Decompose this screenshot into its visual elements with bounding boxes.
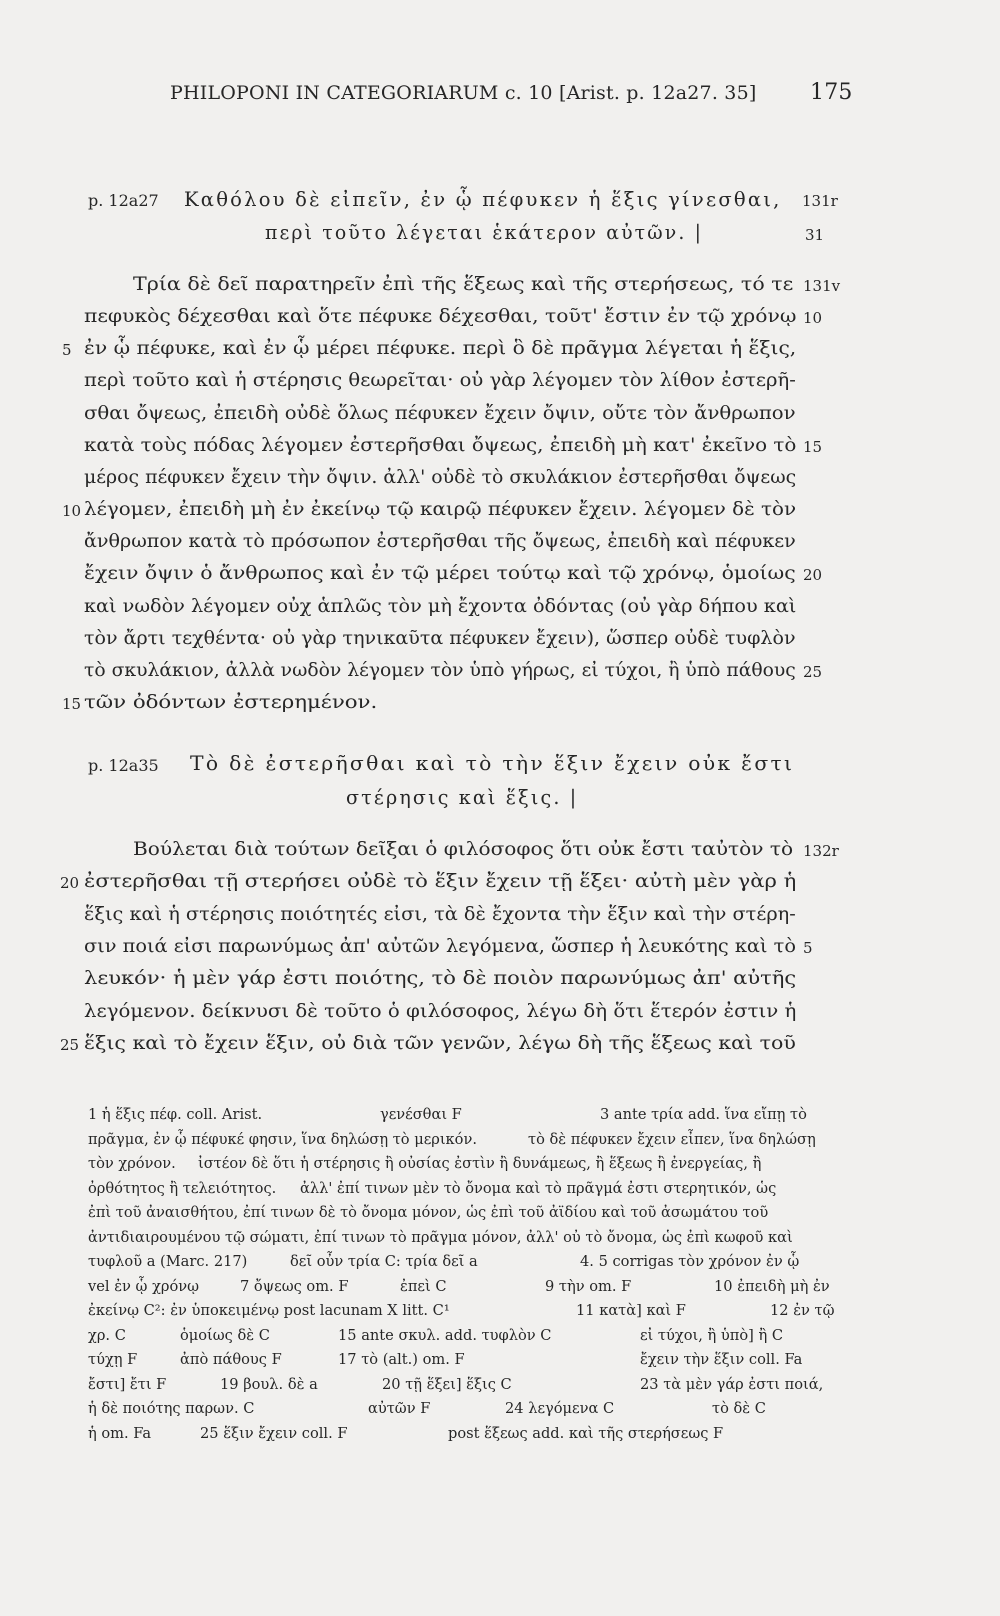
apparatus-entry: 10 ἐπειδὴ μὴ ἐν bbox=[714, 1278, 830, 1295]
apparatus-entry: post ἕξεως add. καὶ τῆς στερήσεως F bbox=[448, 1425, 724, 1442]
apparatus-entry: 3 ante τρία add. ἵνα εἴπῃ τὸ bbox=[600, 1106, 807, 1123]
text-line: ἕξις καὶ ἡ στέρησις ποιότητές εἰσι, τὰ δὲ ἔχοντα τὴν ἕξιν καὶ τὴν στέρη- bbox=[84, 904, 796, 925]
lemma-ref: p. 12a27 bbox=[88, 191, 159, 210]
apparatus-entry: 17 τὸ (alt.) om. F bbox=[338, 1351, 465, 1368]
right-line-number: 5 bbox=[803, 939, 813, 957]
apparatus-entry: 15 ante σκυλ. add. τυφλὸν C bbox=[338, 1327, 552, 1344]
text-line: ἄνθρωπον κατὰ τὸ πρόσωπον ἐστερῆσθαι τῆς ὄψεως, ἐπειδὴ καὶ πέφυκεν bbox=[84, 531, 796, 552]
apparatus-entry: ἐκείνῳ C²: ἐν ὑποκειμένῳ post lacunam X litt. C¹ bbox=[88, 1302, 450, 1319]
left-line-number: 25 bbox=[60, 1036, 80, 1054]
apparatus-entry: ἀντιδιαιρουμένου τῷ σώματι, ἐπί τινων τὸ πρᾶγμα μόνον, ἀλλ' οὐ τὸ ὄνομα, ὡς ἐπὶ κωφοῦ καὶ bbox=[88, 1229, 793, 1246]
apparatus-entry: ἐπεὶ C bbox=[400, 1278, 447, 1295]
text-line: τὸν ἄρτι τεχθέντα· οὐ γὰρ τηνικαῦτα πέφυκεν ἔχειν), ὥσπερ οὐδὲ τυφλὸν bbox=[84, 628, 796, 649]
apparatus-entry: τὸ δὲ C bbox=[712, 1400, 766, 1417]
apparatus-entry: 1 ἡ ἕξις πέφ. coll. Arist. bbox=[88, 1106, 263, 1123]
apparatus-entry: γενέσθαι F bbox=[380, 1106, 462, 1123]
apparatus-entry: δεῖ οὖν τρία C: τρία δεῖ a bbox=[290, 1253, 478, 1270]
text-line: λεγόμενον. δείκνυσι δὲ τοῦτο ὁ φιλόσοφος, λέγω δὴ ὅτι ἕτερόν ἐστιν ἡ bbox=[84, 1001, 797, 1022]
apparatus-entry: ἀλλ' ἐπί τινων μὲν τὸ ὄνομα καὶ τὸ πρᾶγμά ἐστι στερητικόν, ὡς bbox=[300, 1180, 777, 1197]
apparatus-entry: τὸν χρόνον. bbox=[88, 1155, 176, 1172]
text-line: ἔχειν ὄψιν ὁ ἄνθρωπος καὶ ἐν τῷ μέρει τούτῳ καὶ τῷ χρόνῳ, ὁμοίως bbox=[84, 563, 796, 584]
apparatus-entry: 7 ὄψεως om. F bbox=[240, 1278, 349, 1295]
text-line: τὸ σκυλάκιον, ἀλλὰ νωδὸν λέγομεν τὸν ὑπὸ γήρως, εἰ τύχοι, ἢ ὑπὸ πάθους bbox=[84, 660, 796, 681]
right-line-number: 25 bbox=[803, 663, 823, 681]
apparatus-entry: vel ἐν ᾧ χρόνῳ bbox=[88, 1278, 200, 1295]
apparatus-entry: ὀρθότητος ἢ τελειότητος. bbox=[88, 1180, 277, 1197]
text-line: σιν ποιά εἰσι παρωνύμως ἀπ' αὐτῶν λεγόμενα, ὥσπερ ἡ λευκότης καὶ τὸ bbox=[84, 936, 796, 957]
apparatus-entry: πρᾶγμα, ἐν ᾧ πέφυκέ φησιν, ἵνα δηλώσῃ τὸ μερικόν. bbox=[88, 1131, 477, 1148]
lemma-line: Τὸ δὲ ἐστερῆσθαι καὶ τὸ τὴν ἕξιν ἔχειν οὐκ ἔστι bbox=[190, 752, 795, 775]
page-number: 175 bbox=[810, 80, 853, 105]
text-line: Τρία δὲ δεῖ παρατηρεῖν ἐπὶ τῆς ἕξεως καὶ τῆς στερήσεως, τό τε bbox=[133, 274, 794, 295]
text-line: καὶ νωδὸν λέγομεν οὐχ ἁπλῶς τὸν μὴ ἔχοντα ὀδόντας (οὐ γὰρ δήπου καὶ bbox=[84, 596, 797, 617]
text-line: κατὰ τοὺς πόδας λέγομεν ἐστερῆσθαι ὄψεως, ἐπειδὴ μὴ κατ' ἐκεῖνο τὸ bbox=[84, 435, 797, 456]
right-line-number: 15 bbox=[803, 438, 823, 456]
apparatus-entry: ὁμοίως δὲ C bbox=[180, 1327, 270, 1344]
text-line: λευκόν· ἡ μὲν γάρ ἐστι ποιότης, τὸ δὲ ποιὸν παρωνύμως ἀπ' αὐτῆς bbox=[84, 968, 797, 989]
right-line-number: 10 bbox=[803, 309, 823, 327]
apparatus-entry: 12 ἐν τῷ bbox=[770, 1302, 835, 1319]
apparatus-entry: τύχῃ F bbox=[88, 1351, 138, 1368]
left-line-number: 15 bbox=[62, 695, 82, 713]
running-title: PHILOPONI IN CATEGORIARUM c. 10 [Arist. p. 12a27. 35] bbox=[170, 82, 757, 104]
apparatus-entry: 25 ἕξιν ἔχειν coll. F bbox=[200, 1425, 348, 1442]
apparatus-entry: εἰ τύχοι, ἢ ὑπὸ] ἢ C bbox=[640, 1327, 784, 1344]
apparatus-entry: ἐπὶ τοῦ ἀναισθήτου, ἐπί τινων δὲ τὸ ὄνομα μόνον, ὡς ἐπὶ τοῦ ἀϊδίου καὶ τοῦ ἀσωμάτου τοῦ bbox=[88, 1204, 769, 1221]
apparatus-entry: 19 βουλ. δὲ a bbox=[220, 1376, 318, 1393]
text-line: ἐστερῆσθαι τῇ στερήσει οὐδὲ τὸ ἕξιν ἔχειν τῇ ἕξει· αὐτὴ μὲν γὰρ ἡ bbox=[84, 871, 797, 892]
text-line: μέρος πέφυκεν ἔχειν τὴν ὄψιν. ἀλλ' οὐδὲ τὸ σκυλάκιον ἐστερῆσθαι ὄψεως bbox=[84, 467, 797, 488]
text-line: λέγομεν, ἐπειδὴ μὴ ἐν ἐκείνῳ τῷ καιρῷ πέφυκεν ἔχειν. λέγομεν δὲ τὸν bbox=[84, 499, 797, 520]
apparatus-entry: ἡ om. Fa bbox=[88, 1425, 152, 1442]
apparatus-entry: ἰστέον δὲ ὅτι ἡ στέρησις ἢ οὐσίας ἐστὶν ἢ δυνάμεως, ἢ ἕξεως ἢ ἐνεργείας, ἢ bbox=[198, 1155, 762, 1172]
apparatus-entry: 9 τὴν om. F bbox=[545, 1278, 632, 1295]
lemma-line: στέρησις καὶ ἕξις. | bbox=[346, 786, 579, 809]
left-line-number: 10 bbox=[62, 502, 82, 520]
apparatus-entry: ἀπὸ πάθους F bbox=[180, 1351, 282, 1368]
apparatus-entry: 20 τῇ ἕξει] ἕξις C bbox=[382, 1376, 512, 1393]
right-line-number: 132r bbox=[803, 842, 839, 860]
text-line: πεφυκὸς δέχεσθαι καὶ ὅτε πέφυκε δέχεσθαι, τοῦτ' ἔστιν ἐν τῷ χρόνῳ bbox=[84, 306, 797, 327]
right-line-number: 20 bbox=[803, 566, 823, 584]
apparatus-entry: 4. 5 corrigas τὸν χρόνον ἐν ᾧ bbox=[580, 1253, 800, 1270]
margin-line-number: 31 bbox=[805, 226, 825, 244]
apparatus-entry: αὐτῶν F bbox=[368, 1400, 431, 1417]
apparatus-entry: ἔχειν τὴν ἕξιν coll. Fa bbox=[640, 1351, 803, 1368]
apparatus-entry: ἔστι] ἔτι F bbox=[88, 1376, 167, 1393]
lemma-ref: p. 12a35 bbox=[88, 756, 159, 775]
lemma-line: Καθόλου δὲ εἰπεῖν, ἐν ᾧ πέφυκεν ἡ ἕξις γίνεσθαι, bbox=[184, 188, 782, 211]
left-line-number: 20 bbox=[60, 874, 80, 892]
apparatus-entry: ἡ δὲ ποιότης παρων. C bbox=[88, 1400, 255, 1417]
apparatus-entry: χρ. C bbox=[88, 1327, 126, 1344]
text-line: τῶν ὀδόντων ἐστερημένον. bbox=[84, 692, 378, 713]
apparatus-entry: τυφλοῦ a (Marc. 217) bbox=[88, 1253, 248, 1270]
text-line: περὶ τοῦτο καὶ ἡ στέρησις θεωρεῖται· οὐ γὰρ λέγομεν τὸν λίθον ἐστερῆ- bbox=[84, 370, 796, 391]
apparatus-entry: 11 κατὰ] καὶ F bbox=[576, 1302, 686, 1319]
right-line-number: 131v bbox=[803, 277, 841, 295]
apparatus-entry: 24 λεγόμενα C bbox=[505, 1400, 615, 1417]
text-line: ἐν ᾧ πέφυκε, καὶ ἐν ᾧ μέρει πέφυκε. περὶ ὃ δὲ πρᾶγμα λέγεται ἡ ἕξις, bbox=[84, 338, 797, 359]
text-line: σθαι ὄψεως, ἐπειδὴ οὐδὲ ὅλως πέφυκεν ἔχειν ὄψιν, οὔτε τὸν ἄνθρωπον bbox=[84, 403, 796, 424]
lemma-line: περὶ τοῦτο λέγεται ἑκάτερον αὐτῶν. | bbox=[265, 221, 704, 244]
margin-folio: 131r bbox=[802, 192, 838, 210]
text-line: Βούλεται διὰ τούτων δεῖξαι ὁ φιλόσοφος ὅτι οὐκ ἔστι ταὐτὸν τὸ bbox=[133, 839, 794, 860]
left-line-number: 5 bbox=[62, 341, 72, 359]
apparatus-entry: 23 τὰ μὲν γάρ ἐστι ποιά, bbox=[640, 1376, 824, 1393]
apparatus-entry: τὸ δὲ πέφυκεν ἔχειν εἶπεν, ἵνα δηλώσῃ bbox=[528, 1131, 816, 1148]
text-line: ἕξις καὶ τὸ ἔχειν ἕξιν, οὐ διὰ τῶν γενῶν, λέγω δὴ τῆς ἕξεως καὶ τοῦ bbox=[84, 1033, 796, 1054]
